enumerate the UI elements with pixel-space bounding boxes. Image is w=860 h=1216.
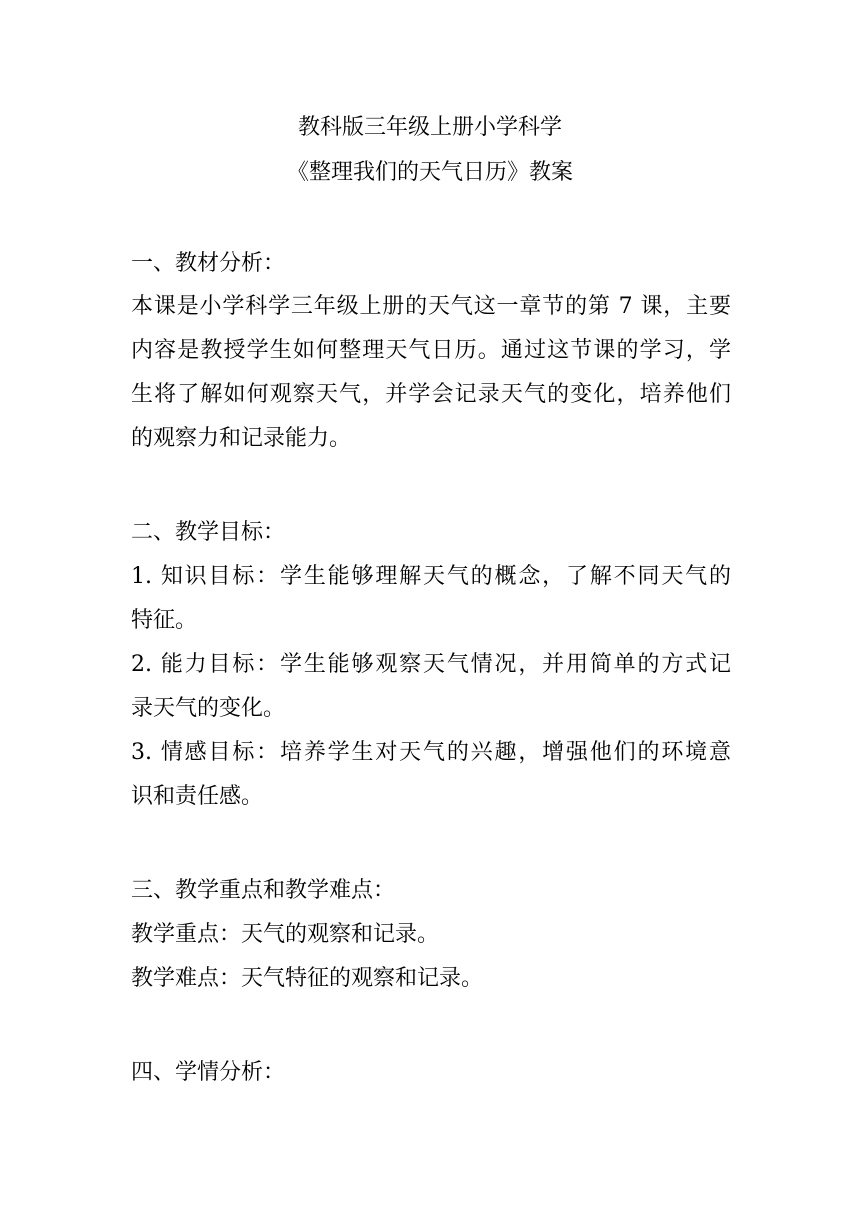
section-heading-teaching-objectives: 二、教学目标： [131, 520, 286, 545]
paragraph-line: 的观察力和记录能力。 [131, 426, 352, 451]
paragraph-line: 内容是教授学生如何整理天气日历。通过这节课的学习，学 [131, 338, 731, 363]
objective-line: 2. 能力目标：学生能够观察天气情况，并用简单的方式记 [131, 652, 731, 677]
section-heading-student-analysis: 四、学情分析： [131, 1060, 286, 1085]
document-title-line-1: 教科版三年级上册小学科学 [297, 115, 562, 140]
objective-line: 录天气的变化。 [131, 696, 286, 721]
key-point-line: 教学重点：天气的观察和记录。 [131, 922, 440, 947]
objective-line: 1. 知识目标：学生能够理解天气的概念，了解不同天气的 [131, 564, 731, 589]
difficulty-line: 教学难点：天气特征的观察和记录。 [131, 966, 484, 991]
objective-line: 特征。 [131, 608, 198, 633]
paragraph-line: 生将了解如何观察天气，并学会记录天气的变化，培养他们 [131, 382, 731, 407]
document-title-line-2: 《整理我们的天气日历》教案 [286, 160, 573, 185]
section-heading-textbook-analysis: 一、教材分析： [131, 251, 286, 276]
section-heading-key-points-difficulties: 三、教学重点和教学难点： [131, 878, 396, 903]
paragraph-line: 本课是小学科学三年级上册的天气这一章节的第 7 课，主要 [131, 294, 731, 319]
objective-line: 3. 情感目标：培养学生对天气的兴趣，增强他们的环境意 [131, 740, 731, 765]
objective-line: 识和责任感。 [131, 784, 264, 809]
